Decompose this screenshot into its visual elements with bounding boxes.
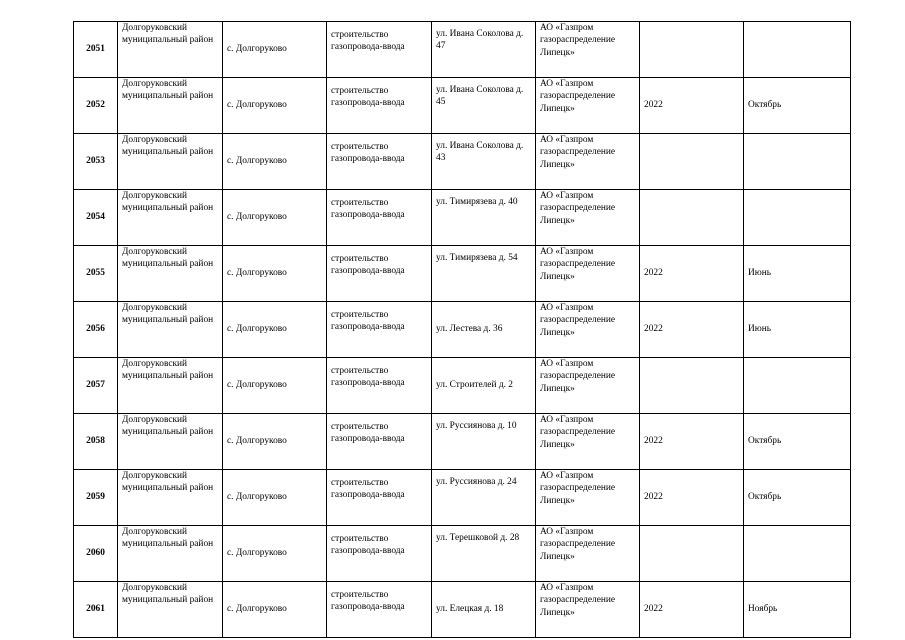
address-cell: ул. Терешковой д. 28 <box>432 526 536 582</box>
work-type-cell: строительство газопровода-ввода <box>327 78 432 134</box>
year-cell: 2022 <box>640 414 744 470</box>
address-cell: ул. Тимирязева д. 40 <box>432 190 536 246</box>
table-row <box>74 526 851 582</box>
month-cell <box>744 22 851 78</box>
month-cell: Октябрь <box>744 470 851 526</box>
organization-cell: АО «Газпром газораспределение Липецк» <box>536 190 640 246</box>
organization-cell: АО «Газпром газораспределение Липецк» <box>536 470 640 526</box>
table-row <box>74 190 851 246</box>
table-row <box>74 22 851 78</box>
row-number: 2061 <box>74 582 118 638</box>
table-row <box>74 246 851 302</box>
month-cell: Октябрь <box>744 78 851 134</box>
month-cell <box>744 190 851 246</box>
locality-cell: с. Долгоруково <box>223 526 327 582</box>
work-type-cell: строительство газопровода-ввода <box>327 190 432 246</box>
address-cell: ул. Тимирязева д. 54 <box>432 246 536 302</box>
address-cell: ул. Елецкая д. 18 <box>432 582 536 638</box>
year-cell <box>640 526 744 582</box>
gas-pipeline-registry-table <box>73 21 851 638</box>
table-row <box>74 582 851 638</box>
district-cell: Долгоруковский муниципальный район <box>118 246 223 302</box>
year-cell <box>640 134 744 190</box>
row-number: 2058 <box>74 414 118 470</box>
row-number: 2054 <box>74 190 118 246</box>
work-type-cell: строительство газопровода-ввода <box>327 526 432 582</box>
locality-cell: с. Долгоруково <box>223 414 327 470</box>
district-cell: Долгоруковский муниципальный район <box>118 190 223 246</box>
locality-cell: с. Долгоруково <box>223 134 327 190</box>
address-cell: ул. Ивана Соколова д. 45 <box>432 78 536 134</box>
month-cell: Ноябрь <box>744 582 851 638</box>
district-cell: Долгоруковский муниципальный район <box>118 22 223 78</box>
locality-cell: с. Долгоруково <box>223 22 327 78</box>
month-cell: Октябрь <box>744 414 851 470</box>
table-row <box>74 134 851 190</box>
district-cell: Долгоруковский муниципальный район <box>118 78 223 134</box>
work-type-cell: строительство газопровода-ввода <box>327 414 432 470</box>
month-cell <box>744 358 851 414</box>
locality-cell: с. Долгоруково <box>223 582 327 638</box>
registry-table-body <box>74 22 851 638</box>
district-cell: Долгоруковский муниципальный район <box>118 134 223 190</box>
district-cell: Долгоруковский муниципальный район <box>118 414 223 470</box>
row-number: 2053 <box>74 134 118 190</box>
row-number: 2051 <box>74 22 118 78</box>
address-cell: ул. Руссиянова д. 10 <box>432 414 536 470</box>
table-row <box>74 78 851 134</box>
district-cell: Долгоруковский муниципальный район <box>118 582 223 638</box>
district-cell: Долгоруковский муниципальный район <box>118 302 223 358</box>
work-type-cell: строительство газопровода-ввода <box>327 246 432 302</box>
work-type-cell: строительство газопровода-ввода <box>327 22 432 78</box>
organization-cell: АО «Газпром газораспределение Липецк» <box>536 22 640 78</box>
district-cell: Долгоруковский муниципальный район <box>118 358 223 414</box>
address-cell: ул. Руссиянова д. 24 <box>432 470 536 526</box>
work-type-cell: строительство газопровода-ввода <box>327 134 432 190</box>
row-number: 2060 <box>74 526 118 582</box>
organization-cell: АО «Газпром газораспределение Липецк» <box>536 526 640 582</box>
table-row <box>74 302 851 358</box>
month-cell: Июнь <box>744 246 851 302</box>
organization-cell: АО «Газпром газораспределение Липецк» <box>536 134 640 190</box>
locality-cell: с. Долгоруково <box>223 470 327 526</box>
row-number: 2052 <box>74 78 118 134</box>
year-cell: 2022 <box>640 470 744 526</box>
organization-cell: АО «Газпром газораспределение Липецк» <box>536 414 640 470</box>
month-cell: Июнь <box>744 302 851 358</box>
district-cell: Долгоруковский муниципальный район <box>118 470 223 526</box>
address-cell: ул. Ивана Соколова д. 47 <box>432 22 536 78</box>
row-number: 2059 <box>74 470 118 526</box>
organization-cell: АО «Газпром газораспределение Липецк» <box>536 302 640 358</box>
district-cell: Долгоруковский муниципальный район <box>118 526 223 582</box>
month-cell <box>744 526 851 582</box>
table-row <box>74 414 851 470</box>
row-number: 2055 <box>74 246 118 302</box>
work-type-cell: строительство газопровода-ввода <box>327 358 432 414</box>
work-type-cell: строительство газопровода-ввода <box>327 470 432 526</box>
address-cell: ул. Строителей д. 2 <box>432 358 536 414</box>
year-cell: 2022 <box>640 246 744 302</box>
year-cell <box>640 190 744 246</box>
year-cell: 2022 <box>640 302 744 358</box>
month-cell <box>744 134 851 190</box>
table-row <box>74 470 851 526</box>
row-number: 2057 <box>74 358 118 414</box>
row-number: 2056 <box>74 302 118 358</box>
locality-cell: с. Долгоруково <box>223 302 327 358</box>
table-row <box>74 358 851 414</box>
locality-cell: с. Долгоруково <box>223 78 327 134</box>
year-cell: 2022 <box>640 78 744 134</box>
locality-cell: с. Долгоруково <box>223 190 327 246</box>
work-type-cell: строительство газопровода-ввода <box>327 582 432 638</box>
locality-cell: с. Долгоруково <box>223 246 327 302</box>
year-cell <box>640 22 744 78</box>
organization-cell: АО «Газпром газораспределение Липецк» <box>536 246 640 302</box>
locality-cell: с. Долгоруково <box>223 358 327 414</box>
organization-cell: АО «Газпром газораспределение Липецк» <box>536 78 640 134</box>
organization-cell: АО «Газпром газораспределение Липецк» <box>536 358 640 414</box>
address-cell: ул. Лестева д. 36 <box>432 302 536 358</box>
address-cell: ул. Ивана Соколова д. 43 <box>432 134 536 190</box>
year-cell: 2022 <box>640 582 744 638</box>
work-type-cell: строительство газопровода-ввода <box>327 302 432 358</box>
year-cell <box>640 358 744 414</box>
organization-cell: АО «Газпром газораспределение Липецк» <box>536 582 640 638</box>
